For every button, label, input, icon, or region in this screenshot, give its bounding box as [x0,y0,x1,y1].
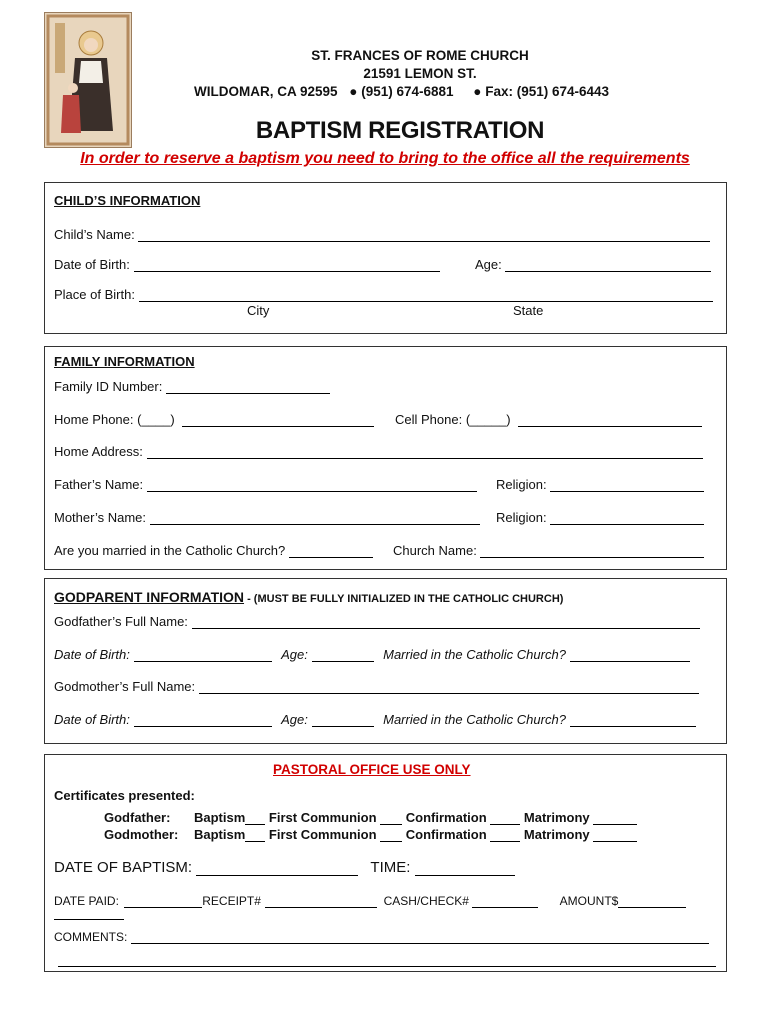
child-section-heading: CHILD’S INFORMATION [54,193,201,208]
cell-phone-field[interactable] [518,413,702,427]
godmother-dob-field[interactable] [134,713,272,727]
home-address-label: Home Address: [54,444,143,459]
comments-row [54,930,709,944]
home-address-row [54,444,703,459]
date-paid-continuation [54,905,124,920]
comments-field[interactable] [131,930,709,944]
church-street: 21591 LEMON ST. [363,66,477,81]
godfather-matrimony-label: Matrimony [523,810,590,825]
godfather-name-field[interactable] [192,615,700,629]
church-logo [44,12,132,148]
godmother-confirmation-label: Confirmation [405,827,487,842]
certificates-label: Certificates presented: [54,788,195,803]
godmother-baptism-label: Baptism [194,827,246,842]
godmother-confirmation-field[interactable] [490,828,520,842]
godparent-section-heading: GODPARENT INFORMATION [54,589,245,605]
godfather-communion-field[interactable] [380,811,402,825]
mother-name-row [54,510,480,525]
date-paid-label: DATE PAID: [54,894,119,908]
child-age-row [475,257,711,272]
godfather-dob-field[interactable] [134,648,272,662]
payment-row [54,894,686,908]
family-id-row [54,379,330,394]
godmother-communion-field[interactable] [380,828,402,842]
godfather-details-row [54,647,690,662]
child-dob-row [54,257,440,272]
godfather-dob-label: Date of Birth: [54,647,130,662]
godfather-confirmation-field[interactable] [490,811,520,825]
baptism-date-label: DATE OF BAPTISM: [54,859,193,876]
office-use-section [44,754,727,972]
godmother-married-label: Married in the Catholic Church? [383,712,566,727]
godmother-certs-label: Godmother: [104,827,179,842]
child-name-row [54,227,710,242]
mother-religion-label: Religion: [496,510,547,525]
godfather-married-field[interactable] [570,648,690,662]
home-phone-field[interactable] [182,413,374,427]
married-label: Are you married in the Catholic Church? [54,543,286,558]
home-address-field[interactable] [147,445,703,459]
godmother-age-label: Age: [281,712,308,727]
father-name-field[interactable] [147,478,477,492]
date-paid-field[interactable] [124,894,202,908]
mother-religion-row [496,510,704,525]
receipt-label: RECEIPT# [202,894,261,908]
comments-field-2[interactable] [58,953,716,967]
mother-religion-field[interactable] [550,511,704,525]
godfather-age-label: Age: [281,647,308,662]
date-paid-field-extra[interactable] [54,906,124,920]
father-religion-label: Religion: [496,477,547,492]
father-name-label: Father’s Name: [54,477,144,492]
godfather-communion-label: First Communion [268,810,377,825]
cell-phone-row [395,412,702,427]
receipt-field[interactable] [265,894,377,908]
godmother-name-label: Godmother’s Full Name: [54,679,196,694]
baptism-time-label: TIME: [370,859,411,876]
page-subtitle: In order to reserve a baptism you need to bring to the office all the requirements [80,150,690,167]
church-name-field[interactable] [480,544,704,558]
godmother-matrimony-label: Matrimony [523,827,590,842]
godfather-matrimony-field[interactable] [593,811,637,825]
child-info-section [44,182,727,334]
godparent-info-section [44,578,727,744]
godmother-matrimony-field[interactable] [593,828,637,842]
saint-painting-icon [45,13,131,147]
cell-phone-label: Cell Phone: (_____) [395,412,511,427]
godmother-communion-label: First Communion [268,827,377,842]
home-phone-label: Home Phone: (____) [54,412,175,427]
family-section-heading: FAMILY INFORMATION [54,354,195,369]
godmother-details-row [54,712,696,727]
godfather-baptism-field[interactable] [245,811,265,825]
child-pob-label: Place of Birth: [54,287,135,302]
church-name-row [393,543,704,558]
godparent-heading-row [54,589,563,605]
church-city: WILDOMAR, CA 92595 [194,84,338,99]
father-religion-row [496,477,704,492]
mother-name-label: Mother’s Name: [54,510,146,525]
godmother-married-field[interactable] [570,713,696,727]
mother-name-field[interactable] [150,511,480,525]
godmother-name-field[interactable] [199,680,699,694]
comments-row-2 [58,952,716,967]
child-pob-state-caption: State [513,303,544,318]
godfather-name-label: Godfather’s Full Name: [54,614,188,629]
godfather-certs-label: Godfather: [104,810,171,825]
godmother-dob-label: Date of Birth: [54,712,130,727]
godmother-certs-row [104,827,637,842]
godfather-age-field[interactable] [312,648,374,662]
child-name-label: Child’s Name: [54,227,135,242]
church-name-label: Church Name: [393,543,477,558]
godmother-age-field[interactable] [312,713,374,727]
baptism-date-row [54,859,515,876]
church-name: ST. FRANCES OF ROME CHURCH [311,48,529,63]
baptism-time-field[interactable] [415,860,515,876]
baptism-date-field[interactable] [196,860,358,876]
father-religion-field[interactable] [550,478,704,492]
family-id-field[interactable] [166,380,330,394]
child-dob-field[interactable] [134,258,440,272]
godfather-certs-row [104,810,637,825]
church-phone: ● (951) 674-6881 [349,84,454,99]
amount-field[interactable] [618,894,686,908]
cash-check-label: CASH/CHECK# [383,894,469,908]
child-pob-city-caption: City [247,303,270,318]
godfather-married-label: Married in the Catholic Church? [383,647,566,662]
church-contact [194,84,609,99]
comments-label: COMMENTS: [54,930,128,944]
godfather-name-row [54,614,700,629]
page-title: BAPTISM REGISTRATION [255,117,545,144]
godfather-confirmation-label: Confirmation [405,810,487,825]
child-age-field[interactable] [505,258,711,272]
child-pob-field[interactable] [139,288,713,302]
godmother-name-row [54,679,699,694]
child-dob-label: Date of Birth: [54,257,130,272]
godmother-baptism-field[interactable] [245,828,265,842]
child-age-label: Age: [475,257,502,272]
office-section-heading: PASTORAL OFFICE USE ONLY [273,762,471,777]
home-phone-row [54,412,374,427]
godparent-note: - (MUST BE FULLY INITIALIZED IN THE CATHOLIC CHURCH) [244,593,564,605]
church-fax: ● Fax: (951) 674-6443 [473,84,610,99]
amount-label: AMOUNT$ [559,894,619,908]
family-id-label: Family ID Number: [54,379,163,394]
family-info-section [44,346,727,570]
godfather-baptism-label: Baptism [194,810,246,825]
married-field[interactable] [289,544,373,558]
child-name-field[interactable] [138,228,710,242]
father-name-row [54,477,477,492]
married-row [54,543,373,558]
cash-check-field[interactable] [472,894,538,908]
child-pob-row [54,287,713,302]
